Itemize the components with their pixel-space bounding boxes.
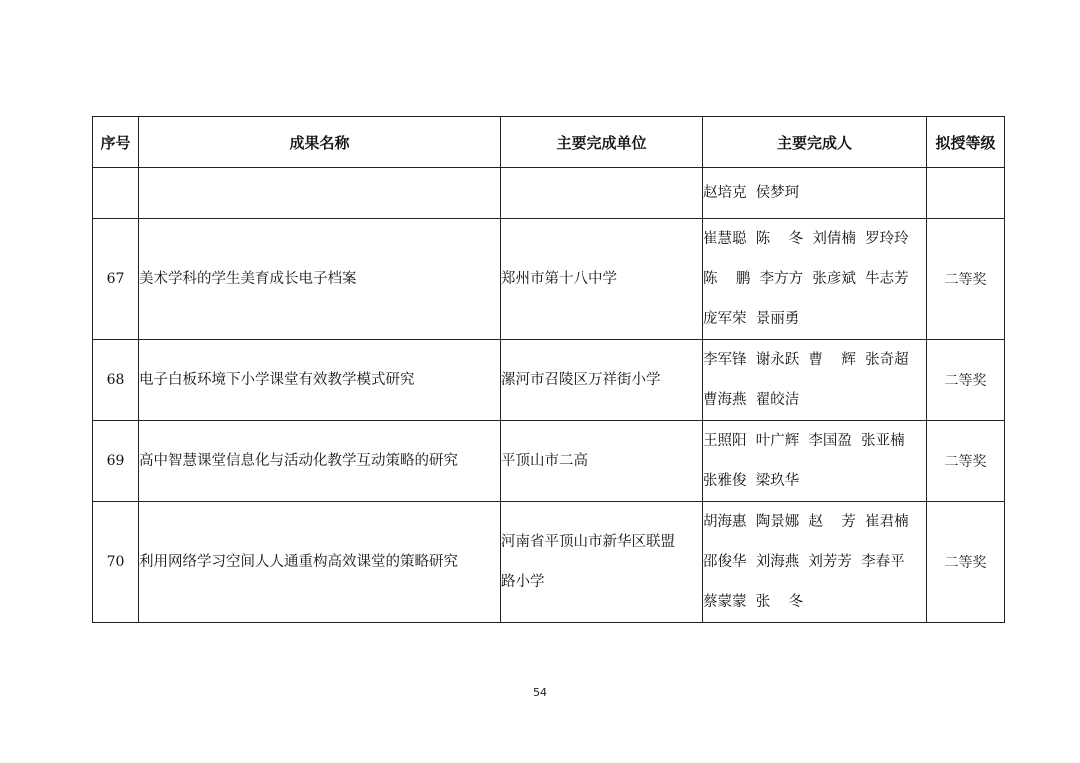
table-row xyxy=(93,219,1005,340)
cell-people xyxy=(703,502,927,623)
cell-name: 美术学科的学生美育成长电子档案 xyxy=(139,219,501,340)
table-row-continuation xyxy=(93,168,1005,219)
cell-unit xyxy=(501,502,703,623)
people-line: 张雅俊 梁玖华 xyxy=(703,473,800,489)
people-line: 胡海惠 陶景娜 赵 芳 崔君楠 xyxy=(703,514,909,530)
cell-people xyxy=(703,340,927,421)
people-line: 王照阳 叶广辉 李国盈 张亚楠 xyxy=(703,433,905,449)
cell-level xyxy=(927,168,1005,219)
cell-level: 二等奖 xyxy=(927,340,1005,421)
unit-line: 漯河市召陵区万祥街小学 xyxy=(501,372,661,388)
cell-level: 二等奖 xyxy=(927,219,1005,340)
cell-name: 利用网络学习空间人人通重构高效课堂的策略研究 xyxy=(139,502,501,623)
cell-no: 69 xyxy=(93,421,139,502)
people-line: 蔡蒙蒙 张 冬 xyxy=(703,594,804,610)
header-no: 序号 xyxy=(93,117,139,168)
cell-unit xyxy=(501,340,703,421)
header-unit: 主要完成单位 xyxy=(501,117,703,168)
cell-unit xyxy=(501,421,703,502)
table-row xyxy=(93,340,1005,421)
unit-line: 河南省平顶山市新华区联盟 xyxy=(501,534,675,550)
people-line: 邵俊华 刘海燕 刘芳芳 李春平 xyxy=(703,554,905,570)
table-row xyxy=(93,421,1005,502)
header-people: 主要完成人 xyxy=(703,117,927,168)
cell-name: 高中智慧课堂信息化与活动化教学互动策略的研究 xyxy=(139,421,501,502)
header-row xyxy=(93,117,1005,168)
header-name: 成果名称 xyxy=(139,117,501,168)
people-line: 崔慧聪 陈 冬 刘倩楠 罗玲玲 xyxy=(703,231,909,247)
cell-no: 70 xyxy=(93,502,139,623)
cell-name xyxy=(139,168,501,219)
people-line: 李军锋 谢永跃 曹 辉 张奇超 xyxy=(703,352,909,368)
cell-people xyxy=(703,168,927,219)
unit-line: 路小学 xyxy=(501,574,545,590)
cell-people xyxy=(703,421,927,502)
page-number: 54 xyxy=(533,686,547,699)
cell-unit xyxy=(501,168,703,219)
unit-line: 平顶山市二高 xyxy=(501,453,588,469)
table-header xyxy=(93,117,1005,168)
unit-line: 郑州市第十八中学 xyxy=(501,271,617,287)
people-line: 曹海燕 翟皎洁 xyxy=(703,392,800,408)
cell-no: 67 xyxy=(93,219,139,340)
cell-no: 68 xyxy=(93,340,139,421)
cell-level: 二等奖 xyxy=(927,421,1005,502)
people-line: 赵培克 侯梦珂 xyxy=(703,185,800,201)
cell-name: 电子白板环境下小学课堂有效教学模式研究 xyxy=(139,340,501,421)
cell-unit xyxy=(501,219,703,340)
cell-people xyxy=(703,219,927,340)
awards-table xyxy=(92,116,1005,623)
people-line: 庞军荣 景丽勇 xyxy=(703,311,800,327)
header-level: 拟授等级 xyxy=(927,117,1005,168)
people-line: 陈 鹏 李方方 张彦斌 牛志芳 xyxy=(703,271,909,287)
cell-no xyxy=(93,168,139,219)
table-row xyxy=(93,502,1005,623)
cell-level: 二等奖 xyxy=(927,502,1005,623)
